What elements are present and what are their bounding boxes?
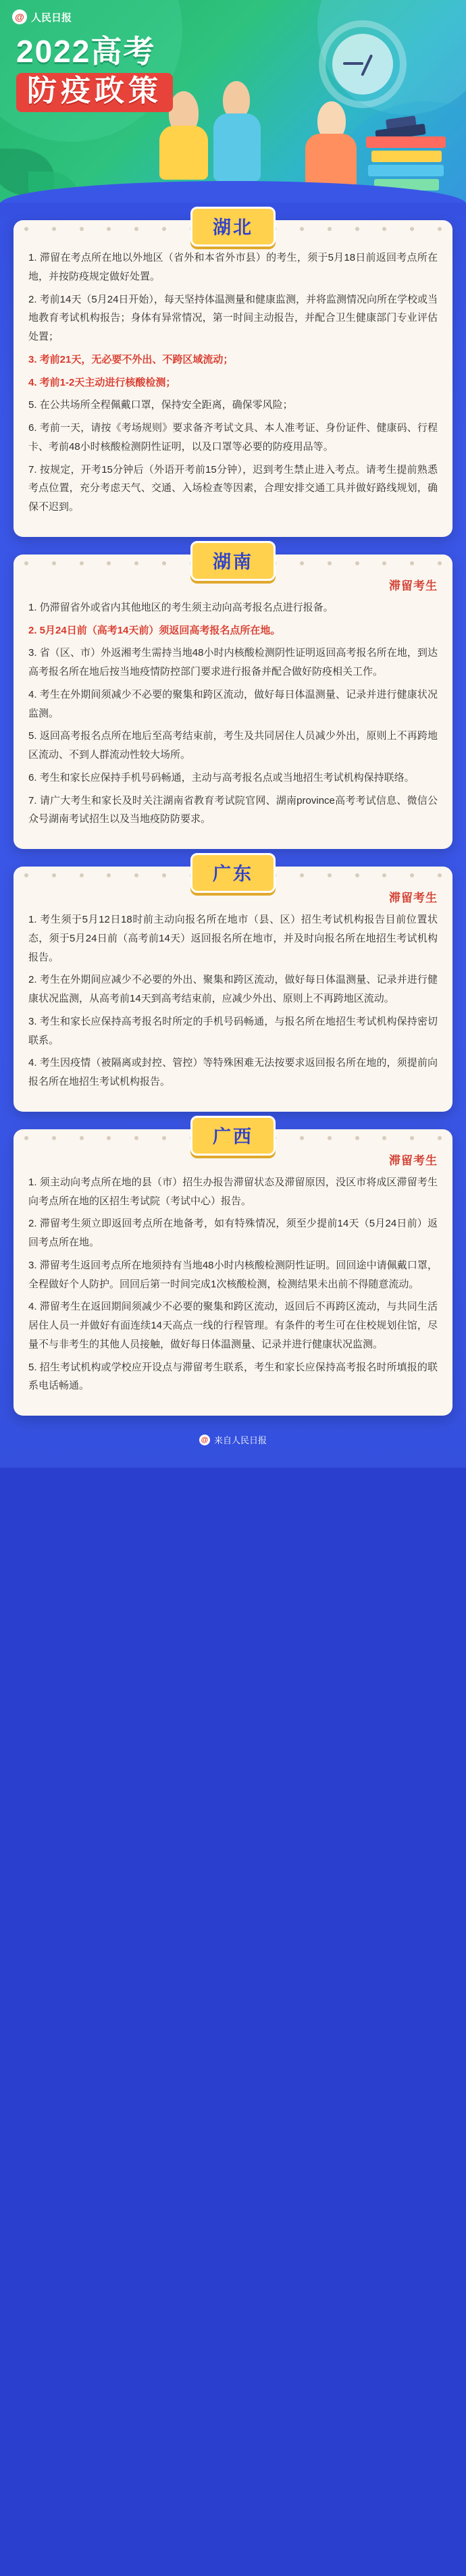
logo-text: 人民日报 <box>31 11 72 24</box>
province-badge: 湖北 <box>190 207 276 247</box>
card-subheading: 滞留考生 <box>389 1154 438 1167</box>
policy-item: 2. 5月24日前（高考14天前）须返回高考报名点所在地。 <box>28 624 281 636</box>
policy-item: 6. 考生和家长应保持手机号码畅通，主动与高考报名点或当地招生考试机构保持联络。 <box>28 771 415 783</box>
policy-item: 3. 滞留考生返回考点所在地须持有当地48小时内核酸检测阴性证明。回回途中请佩戴口罩，全程做好个人防护。回回后第一时间完成1次核酸检测，检测结果未出前不得随意流动。 <box>28 1259 438 1290</box>
policy-item: 1. 考生须于5月12日18时前主动向报名所在地市（县、区）招生考试机构报告目前位置状态，须于5月24日前（高考前14天）返回报名所在地市，并及时向报名所在地招生考试机构报告。 <box>28 914 438 963</box>
province-card-guangdong <box>14 864 452 1112</box>
book-icon <box>368 165 444 176</box>
policy-item: 7. 请广大考生和家长及时关注湖南省教育考试院官网、湖南province高考考试信息、微信公众号湖南考试招生以及当地疫防防要求。 <box>28 794 438 825</box>
policy-item: 2. 考生在外期间应减少不必要的外出、聚集和跨区流动，做好每日体温测量、记录并进行健康状况监测，从高考前14天到高考结束前，应减少外出、原则上不再跨地区流动。 <box>28 974 438 1004</box>
province-card-hubei <box>14 217 452 537</box>
policy-item: 5. 招生考试机构或学校应开设点与滞留考生联系，考生和家长应保持高考报名时所填报的联系电话畅通。 <box>28 1361 438 1392</box>
policy-item: 2. 考前14天（5月24日开始），每天坚持体温测量和健康监测，并将监测情况向所在学校或当地教育考试机构报告；身体有异常情况，第一时间主动报告，并配合卫生健康部门专业评估处置； <box>28 293 438 342</box>
book-icon <box>371 151 442 162</box>
policy-item: 1. 仍滞留省外或省内其他地区的考生须主动向高考报名点进行报备。 <box>28 601 334 613</box>
policy-item: 4. 考生因疫情（被隔离或封控、管控）等特殊困难无法按要求返回报名所在地的，须提前向报名所在地招生考试机构报告。 <box>28 1057 438 1087</box>
publisher-logo <box>12 9 72 24</box>
province-card-hunan <box>14 551 452 849</box>
policy-item: 4. 考生在外期间须减少不必要的聚集和跨区流动，做好每日体温测量、记录并进行健康状况监测。 <box>28 688 438 719</box>
policy-item: 3. 省（区、市）外返湘考生需持当地48小时内核酸检测阴性证明返回高考报名所在地，到达高考报名所在地后按当地疫情防控部门要求进行报备并配合做好防疫相关工作。 <box>28 647 438 677</box>
policy-item: 1. 须主动向考点所在地的县（市）招生办报告滞留状态及滞留原因，没区市将成区滞留考生向考点所在地的区招生考试院（考试中心）报告。 <box>28 1176 438 1207</box>
policy-item: 2. 滞留考生须立即返回考点所在地备考，如有特殊情况，须至少提前14天（5月24日前）返回考点所在地。 <box>28 1218 438 1248</box>
province-badge: 广东 <box>190 853 276 893</box>
policy-item: 5. 在公共场所全程佩戴口罩，保持安全距离，确保零风险； <box>28 399 293 411</box>
logo-mark-icon: @ <box>12 9 27 24</box>
footer-attribution <box>0 1416 466 1461</box>
person-body-illustration <box>213 113 261 181</box>
card-subheading: 滞留考生 <box>389 892 438 904</box>
policy-item: 1. 滞留在考点所在地以外地区（省外和本省外市县）的考生，须于5月18日前返回考点所在地，并按防疫规定做好处置。 <box>28 252 438 282</box>
province-card-guangxi <box>14 1126 452 1416</box>
policy-item: 3. 考前21天，无必要不外出、不跨区域流动； <box>28 353 234 365</box>
book-icon <box>366 136 446 148</box>
person-body-illustration <box>305 134 357 188</box>
page-title <box>16 35 173 112</box>
province-badge: 湖南 <box>190 541 276 581</box>
footer-text: 来自人民日报 <box>213 1435 267 1445</box>
policy-item: 4. 滞留考生在返回期间须减少不必要的聚集和跨区流动，返回后不再跨区流动，与共同生活居住人员一并做好有面连续14天高点一线的行程管理。有条件的考生可在住校规划住馆，尽量不与非考生的其他人员接触，做好每日体温测量、记录并进行健康状况监测。 <box>28 1301 438 1350</box>
person-body-illustration <box>159 126 208 180</box>
title-line-2: 防疫政策 <box>16 73 173 112</box>
province-badge: 广西 <box>190 1116 276 1156</box>
policy-item: 7. 按规定，开考15分钟后（外语开考前15分钟），迟到考生禁止进入考点。请考生提前熟悉考点位置，充分考虑天气、交通、入场检查等因素，合理安排交通工具并做好路线规划，确保不迟到。 <box>28 463 438 513</box>
hero-banner <box>0 0 466 203</box>
policy-item: 4. 考前1-2天主动进行核酸检测； <box>28 376 176 388</box>
policy-item: 6. 考前一天，请按《考场规则》要求备齐考试文具、本人准考证、身份证件、健康码、行程卡、考前48小时核酸检测阴性证明，以及口罩等必要的防疫用品等。 <box>28 422 438 453</box>
card-subheading: 滞留考生 <box>389 579 438 592</box>
books-illustration <box>366 134 447 190</box>
clock-hand-icon <box>343 62 363 65</box>
policy-item: 5. 返回高考报名点所在地后至高考结束前，考生及共同居住人员减少外出，原则上不再跨地区流动、不到人群流动性较大场所。 <box>28 730 438 761</box>
policy-item: 3. 考生和家长应保持高考报名时所定的手机号码畅通，与报名所在地招生考试机构保持密切联系。 <box>28 1015 438 1046</box>
logo-mark-icon: @ <box>199 1435 210 1445</box>
title-line-1: 2022高考 <box>16 34 156 69</box>
